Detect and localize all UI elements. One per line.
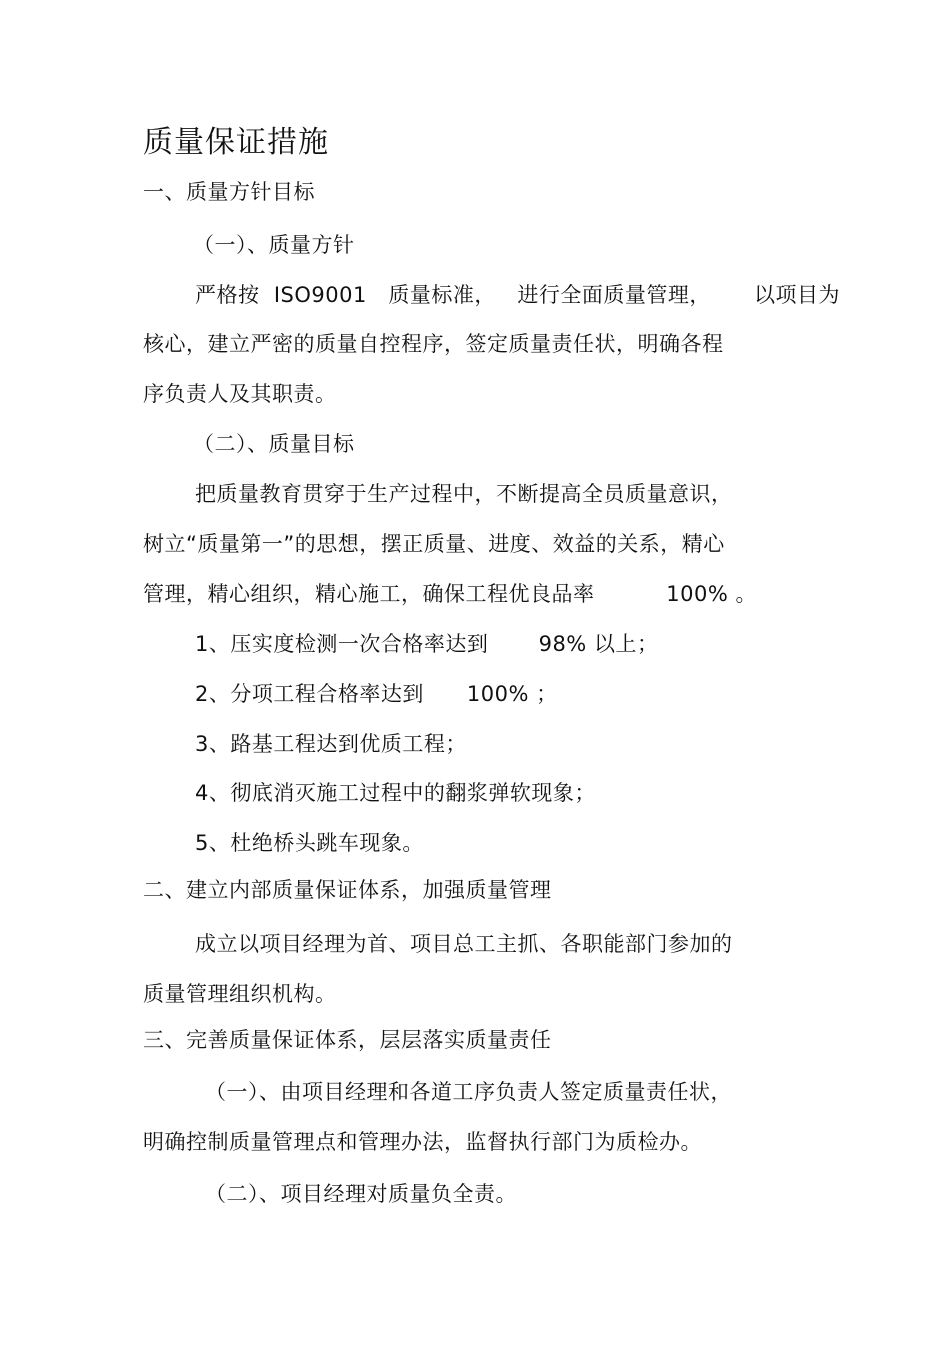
section-1-heading: 一、质量方针目标 [143,180,315,204]
paragraph-line: 成立以项目经理为首、项目总工主抓、各职能部门参加的 [195,932,733,956]
section-3-heading: 三、完善质量保证体系，层层落实质量责任 [143,1028,552,1052]
list-item: 1、压实度检测一次合格率达到 98% 以上； [195,632,659,656]
paragraph-line: 管理，精心组织，精心施工，确保工程优良品率 100% 。 [143,582,757,606]
subsection-1-1-heading: （一）、质量方针 [193,233,355,257]
list-item: 4、彻底消灭施工过程中的翻浆弹软现象； [195,781,596,805]
paragraph-line: 把质量教育贯穿于生产过程中，不断提高全员质量意识， [195,482,733,506]
paragraph-line: 树立“质量第一”的思想，摆正质量、进度、效益的关系，精心 [143,532,725,556]
paragraph-line: 严格按 ISO9001 质量标准， 进行全面质量管理， 以项目为 [195,283,840,307]
paragraph-line: 明确控制质量管理点和管理办法，监督执行部门为质检办。 [143,1130,702,1154]
subsection-1-2-heading: （二）、质量目标 [193,432,355,456]
paragraph-line: 核心，建立严密的质量自控程序，签定质量责任状，明确各程 [143,332,724,356]
section-2-heading: 二、建立内部质量保证体系，加强质量管理 [143,878,552,902]
page-title: 质量保证措施 [143,125,329,160]
list-item: 5、杜绝桥头跳车现象。 [195,831,424,855]
paragraph-line: （二）、项目经理对质量负全责。 [205,1182,517,1206]
paragraph-line: 序负责人及其职责。 [143,382,337,406]
list-item: 3、路基工程达到优质工程； [195,732,467,756]
list-item: 2、分项工程合格率达到 100% ； [195,682,558,706]
paragraph-line: （一）、由项目经理和各道工序负责人签定质量责任状， [205,1080,732,1104]
paragraph-line: 质量管理组织机构。 [143,982,337,1006]
